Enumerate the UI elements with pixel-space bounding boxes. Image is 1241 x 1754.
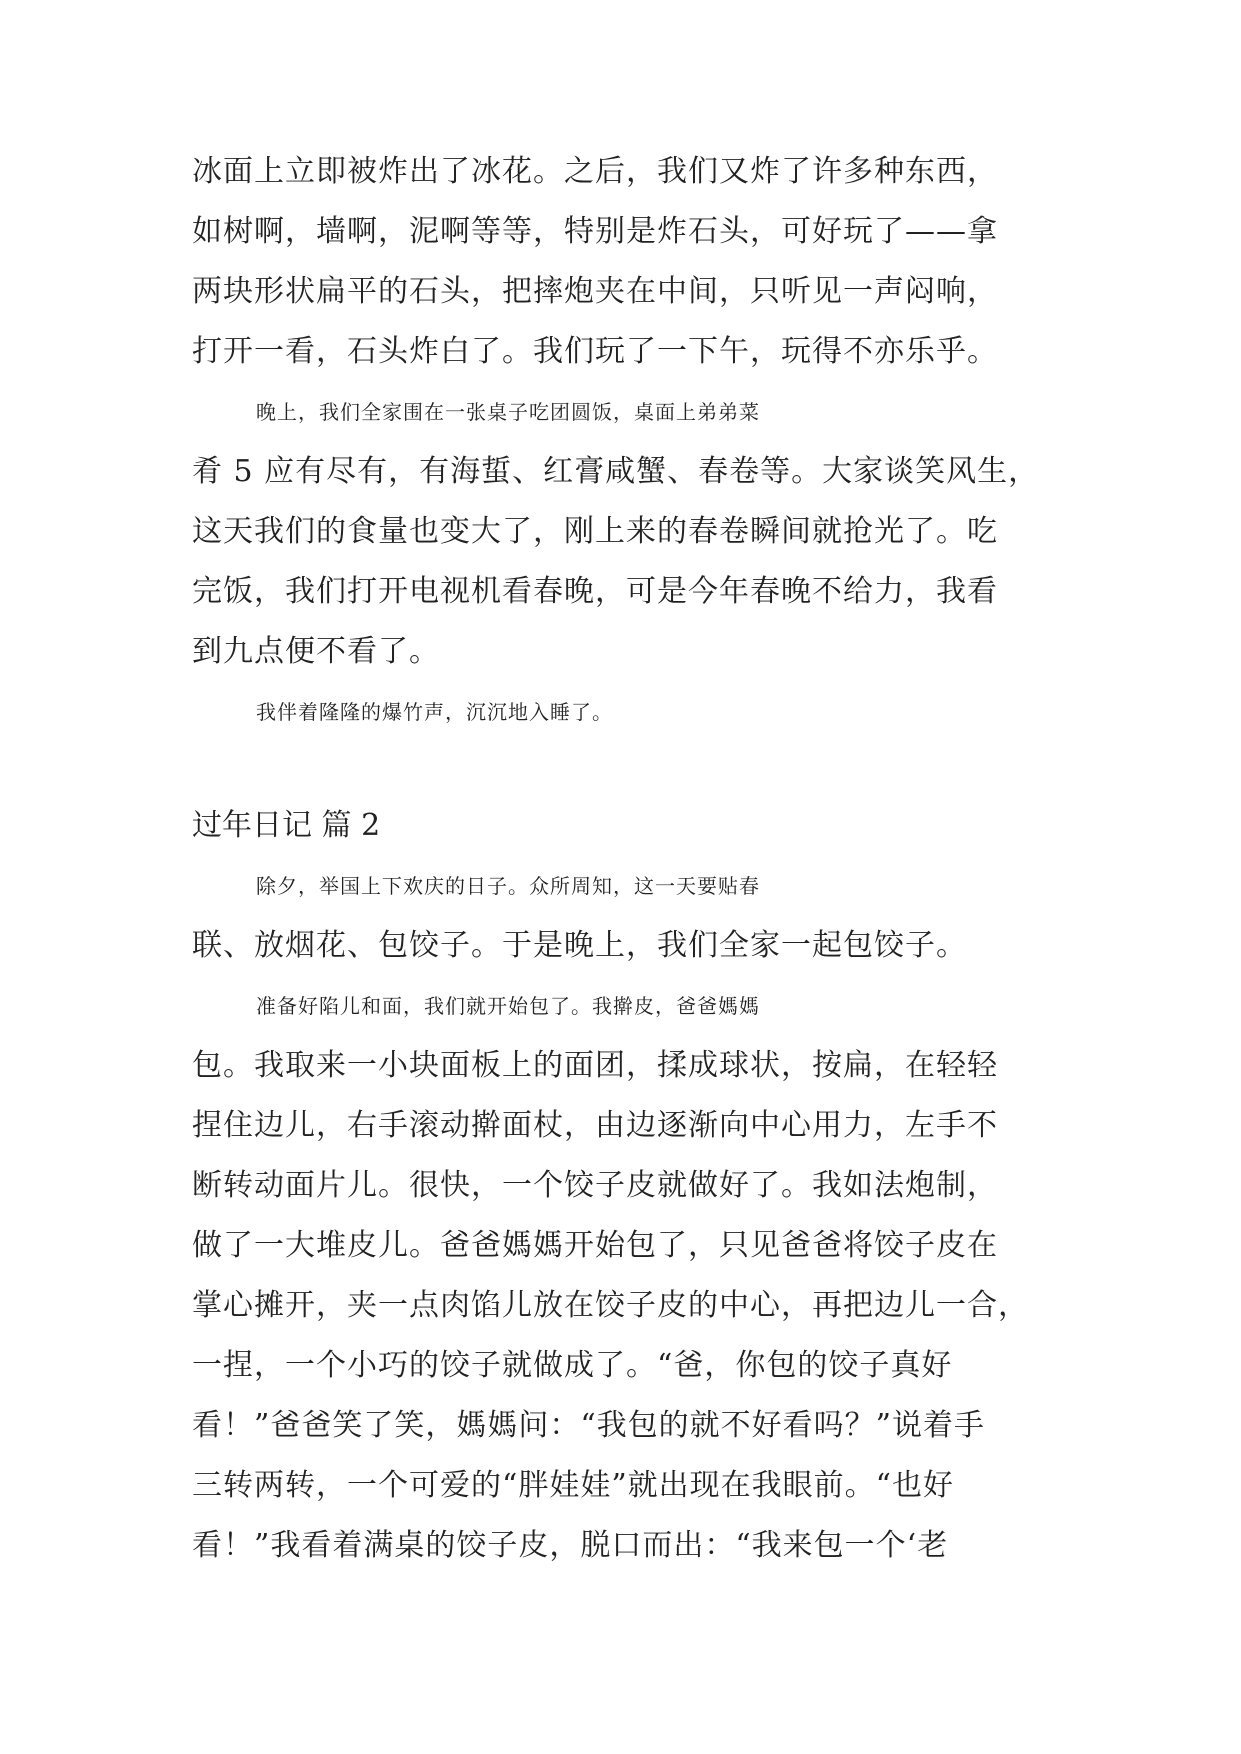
paragraph-line: 到九点便不看了。 [192,634,440,669]
paragraph-line: 掌心摊开，夹一点肉馅儿放在饺子皮的中心，再把边儿一合， [192,1288,1029,1323]
paragraph-line: 打开一看，石头炸白了。我们玩了一下午，玩得不亦乐乎。 [192,334,998,369]
paragraph-line: 除夕，举国上下欢庆的日子。众所周知，这一天要贴春 [256,874,760,898]
paragraph-line: 捏住边儿，右手滚动擀面杖，由边逐渐向中心用力，左手不 [192,1108,998,1143]
paragraph-line: 冰面上立即被炸出了冰花。之后，我们又炸了许多种东西， [192,154,998,189]
paragraph-line: 做了一大堆皮儿。爸爸媽媽开始包了，只见爸爸将饺子皮在 [192,1228,998,1263]
paragraph-line: 这天我们的食量也变大了，刚上来的春卷瞬间就抢光了。吃 [192,514,998,549]
paragraph-line: 准备好陷儿和面，我们就开始包了。我擀皮，爸爸媽媽 [256,994,760,1018]
paragraph-line: 两块形状扁平的石头，把摔炮夹在中间，只听见一声闷响， [192,274,998,309]
paragraph-line: 三转两转，一个可爱的“胖娃娃”就出现在我眼前。“也好 [192,1468,955,1503]
paragraph-line: 晚上，我们全家围在一张桌子吃团圆饭，桌面上弟弟菜 [256,400,760,424]
paragraph-line: 我伴着隆隆的爆竹声，沉沉地入睡了。 [256,700,613,724]
paragraph-line: 完饭，我们打开电视机看春晚，可是今年春晚不给力，我看 [192,574,998,609]
section-heading: 过年日记 篇 2 [192,808,381,843]
paragraph-line: 联、放烟花、包饺子。于是晚上，我们全家一起包饺子。 [192,928,967,963]
paragraph-line: 看！”爸爸笑了笑，媽媽问：“我包的就不好看吗？”说着手 [192,1408,986,1443]
paragraph-line: 肴 5 应有尽有，有海蜇、红膏咸蟹、春卷等。大家谈笑风生， [192,454,1040,489]
paragraph-line: 如树啊，墙啊，泥啊等等，特别是炸石头，可好玩了——拿 [192,214,998,249]
paragraph-line: 看！”我看着满桌的饺子皮，脱口而出：“我来包一个‘老 [192,1528,949,1563]
paragraph-line: 一捏，一个小巧的饺子就做成了。“爸，你包的饺子真好 [192,1348,953,1383]
paragraph-line: 断转动面片儿。很快，一个饺子皮就做好了。我如法炮制， [192,1168,998,1203]
paragraph-line: 包。我取来一小块面板上的面团，揉成球状，按扁，在轻轻 [192,1048,998,1083]
